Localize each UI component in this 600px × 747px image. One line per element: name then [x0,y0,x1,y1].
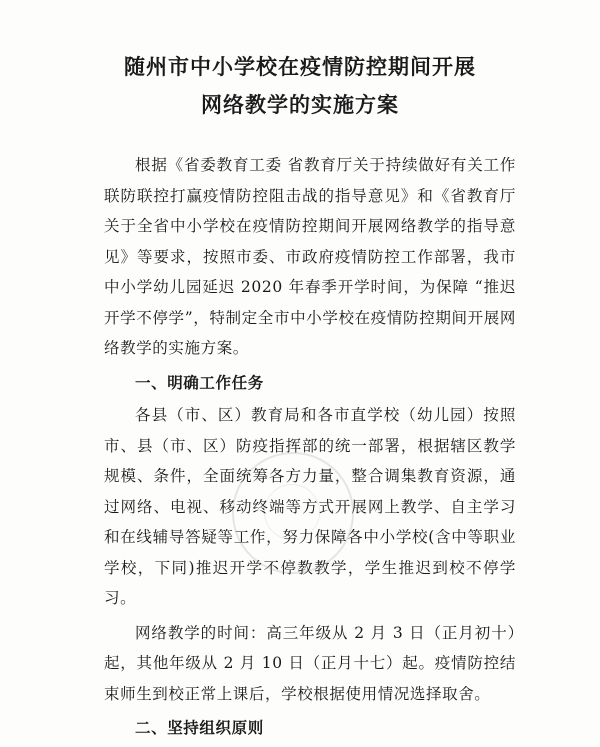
section-1-paragraph-1: 各县（市、区）教育局和各市直学校（幼儿园）按照市、县（市、区）防疫指挥部的统一部署，根据辖区教学规模、条件，全面统筹各方力量，整合调集教育资源，通过网络、电视、移动终端等方式开展网上教学、自主学习和在线辅导答疑等工作，努力保障各中小学校(含中等职业学校，下同)推迟开学不停教教学，学生推迟到校不停学习。 [104,406,516,607]
intro-paragraph: 根据《省委教育工委 省教育厅关于持续做好有关工作联防联控打赢疫情防控阻击战的指导意见》和《省教育厅关于全省中小学校在疫情防控期间开展网络教学的指导意见》等要求，按照市委、市政府疫情防控工作部署，我市中小学幼儿园延迟 2020 年春季开学时间，为保障 “推迟开学不停学”，特制定全市中小学校在疫情防控期间开展网络教学的实施方案。 [104,156,516,357]
section-1-heading: 一、明确工作任务 [135,373,264,392]
section-2-heading: 二、坚持组织原则 [135,719,264,737]
section-1-paragraph-2: 网络教学的时间：高三年级从 2 月 3 日（正月初十）起，其他年级从 2 月 10 日（正月十七）起。疫情防控结束师生到校正常上课后，学校根据使用情况选择取舍。 [104,623,516,703]
title-line-2: 网络教学的实施方案 [201,93,399,117]
title-line-1: 随州市中小学校在疫情防控期间开展 [124,55,476,79]
document-title [84,48,516,124]
